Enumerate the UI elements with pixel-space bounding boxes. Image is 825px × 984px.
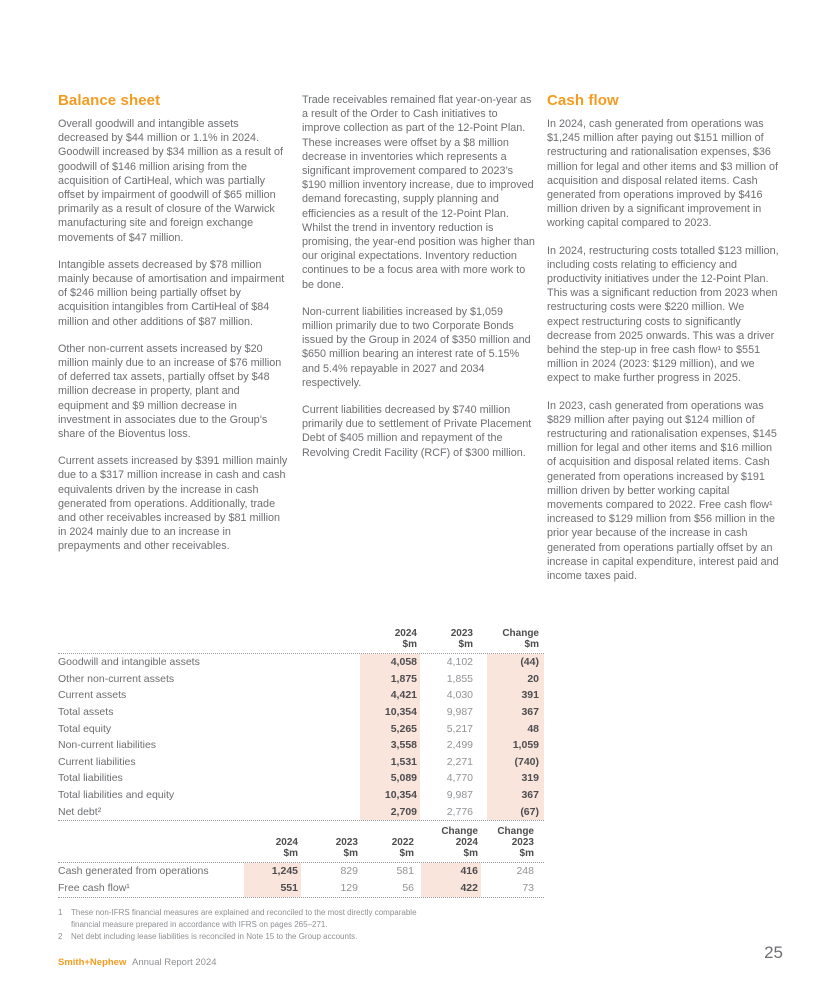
footnote-number: 1: [58, 908, 63, 917]
footnote-1: [58, 907, 436, 931]
table-row: Non-current liabilities 3,558 2,499 1,059: [58, 737, 544, 754]
column-balance-sheet: [58, 92, 288, 567]
footnotes: [58, 907, 436, 943]
table-row: Total liabilities and equity 10,354 9,987 367: [58, 787, 544, 804]
table-row: Current assets 4,421 4,030 391: [58, 687, 544, 704]
financial-tables: [58, 628, 544, 898]
table-row: Net debt² 2,709 2,776 (67): [58, 803, 544, 820]
balance-sheet-heading: Balance sheet: [58, 92, 161, 109]
table-row: Free cash flow¹ 551 129 56 422 73: [58, 880, 544, 897]
column-middle: [302, 93, 536, 473]
middle-paragraph: Non-current liabilities increased by $1,059 million primarily due to two Corporate Bonds issued by the Group in 2024 of $350 million and $650 million bearing an interest rate of 5.15% and 5.4% repayable in 2027 and 2034 respectively.: [302, 305, 531, 389]
table-row: Other non-current assets 1,875 1,855 20: [58, 671, 544, 688]
table-row: Total liabilities 5,089 4,770 319: [58, 770, 544, 787]
balance-sheet-paragraph: Other non-current assets increased by $20 million mainly due to an increase of $76 million of deferred tax assets, partially offset by $48 million decrease in property, plant and equipment and $9 million decrease in investment in associates due to the Group’s share of the Bioventus loss.: [58, 342, 282, 441]
balance-table-col-change: Change $m: [502, 628, 539, 650]
balance-table-col-2024: 2024 $m: [394, 628, 417, 650]
balance-sheet-paragraph: Current assets increased by $391 million mainly due to a $317 million increase in cash and cash equivalents driven by the increase in cash generated from operations. Additionally, trade and other receivables increased by $81 million in 2024 mainly due to an increase in prepayments and other receivables.: [58, 455, 288, 553]
cash-flow-paragraph: In 2024, cash generated from operations was $1,245 million after paying out $151 million of restructuring and rationalisation expenses, $36 million for legal and other items and $3 million of acquisition and disposal related items. Cash generated from operations improved by $416 million driven by a significant improvement in working capital compared to 2023.: [547, 118, 779, 230]
balance-table-col-2023: 2023 $m: [450, 628, 473, 650]
table-row: Total assets 10,354 9,987 367: [58, 704, 544, 721]
table-row: Total equity 5,265 5,217 48: [58, 720, 544, 737]
page-number: 25: [764, 943, 783, 962]
cash-flow-paragraph: In 2024, restructuring costs totalled $123 million, including costs relating to efficiency and productivity initiatives under the 12-Point Plan. This was a significant reduction from 2023 when restructuring costs were $220 million. We expect restructuring costs to significantly decrease from 2025 onwards. This was a driver behind the step-up in free cash flow¹ to $551 million in 2024 (2023: $129 million), and we expect to make further progress in 2025.: [547, 244, 779, 385]
cash-flow-paragraph: In 2023, cash generated from operations was $829 million after paying out $124 million of restructuring and rationalisation expenses, $145 million for legal and other items and $16 million of acquisition and disposal related items. Cash generated from operations increased by $191 million driven by better working capital movements compared to 2022. Free cash flow¹ increased to $129 million from $56 million in the prior year because of the increase in cash generated from operations partially offset by an increase in capital expenditure, interest paid and income taxes paid.: [547, 399, 779, 583]
cash-flow-heading: Cash flow: [547, 92, 619, 109]
cash-flow-table-col-2024: 2024 $m: [275, 836, 298, 859]
balance-sheet-paragraph: Intangible assets decreased by $78 million mainly because of amortisation and impairment of $246 million being partially offset by acquisition intangibles from CartiHeal of $84 million and other additions of $87 million.: [58, 258, 285, 328]
footnote-text: Net debt including lease liabilities is reconciled in Note 15 to the Group accounts.: [71, 932, 358, 941]
column-cash-flow: [547, 92, 779, 596]
cash-flow-table-col-2023: 2023 $m: [335, 836, 358, 859]
report-footer: [58, 957, 217, 968]
footer-text: Annual Report 2024: [132, 957, 217, 968]
balance-table-body: [58, 654, 544, 821]
footnote-2: [58, 931, 436, 943]
footnote-number: 2: [58, 932, 63, 941]
cash-flow-table-body: [58, 863, 544, 898]
balance-sheet-paragraph: Overall goodwill and intangible assets decreased by $44 million or 1.1% in 2024. Goodwill increased by $34 million as a result of goodwill of $146 million arising from the acquisition of CartiHeal, which was partially offset by impairment of goodwill of $65 million primarily as a result of closure of the Warwick manufacturing site and foreign exchange movements of $47 million.: [58, 118, 284, 244]
cash-flow-table: [58, 826, 544, 898]
table-row: Current liabilities 1,531 2,271 (740): [58, 754, 544, 771]
footnote-text: These non-IFRS financial measures are explained and reconciled to the most directly comparable financial measure prepared in accordance with IFRS on pages 265–271.: [71, 908, 417, 929]
cash-flow-table-col-change-2023: Change 2023 $m: [497, 825, 534, 859]
middle-paragraph: Trade receivables remained flat year-on-year as a result of the Order to Cash initiatives to improve collection as part of the 12-Point Plan. These increases were offset by a $8 million decrease in inventories which represents a significant improvement compared to 2023’s $190 million inventory increase, due to improved demand forecasting, supply planning and efficiencies as a result of the 12-Point Plan. Whilst the trend in inventory reduction is promising, the year-end position was higher than our original expectations. Inventory reduction continues to be a focus area with more work to be done.: [302, 94, 535, 291]
table-row: Goodwill and intangible assets 4,058 4,102 (44): [58, 654, 544, 671]
cash-flow-table-col-2022: 2022 $m: [391, 836, 414, 859]
table-row: Cash generated from operations 1,245 829 581 416 248: [58, 863, 544, 880]
balance-table-header: [58, 628, 544, 654]
cash-flow-table-header: [58, 826, 544, 863]
brand-name: Smith+Nephew: [58, 957, 127, 968]
cash-flow-table-col-change-2024: Change 2024 $m: [441, 825, 478, 859]
middle-paragraph: Current liabilities decreased by $740 million primarily due to settlement of Private Placement Debt of $405 million and repayment of the Revolving Credit Facility (RCF) of $300 million.: [302, 404, 532, 459]
balance-sheet-table: [58, 628, 544, 821]
